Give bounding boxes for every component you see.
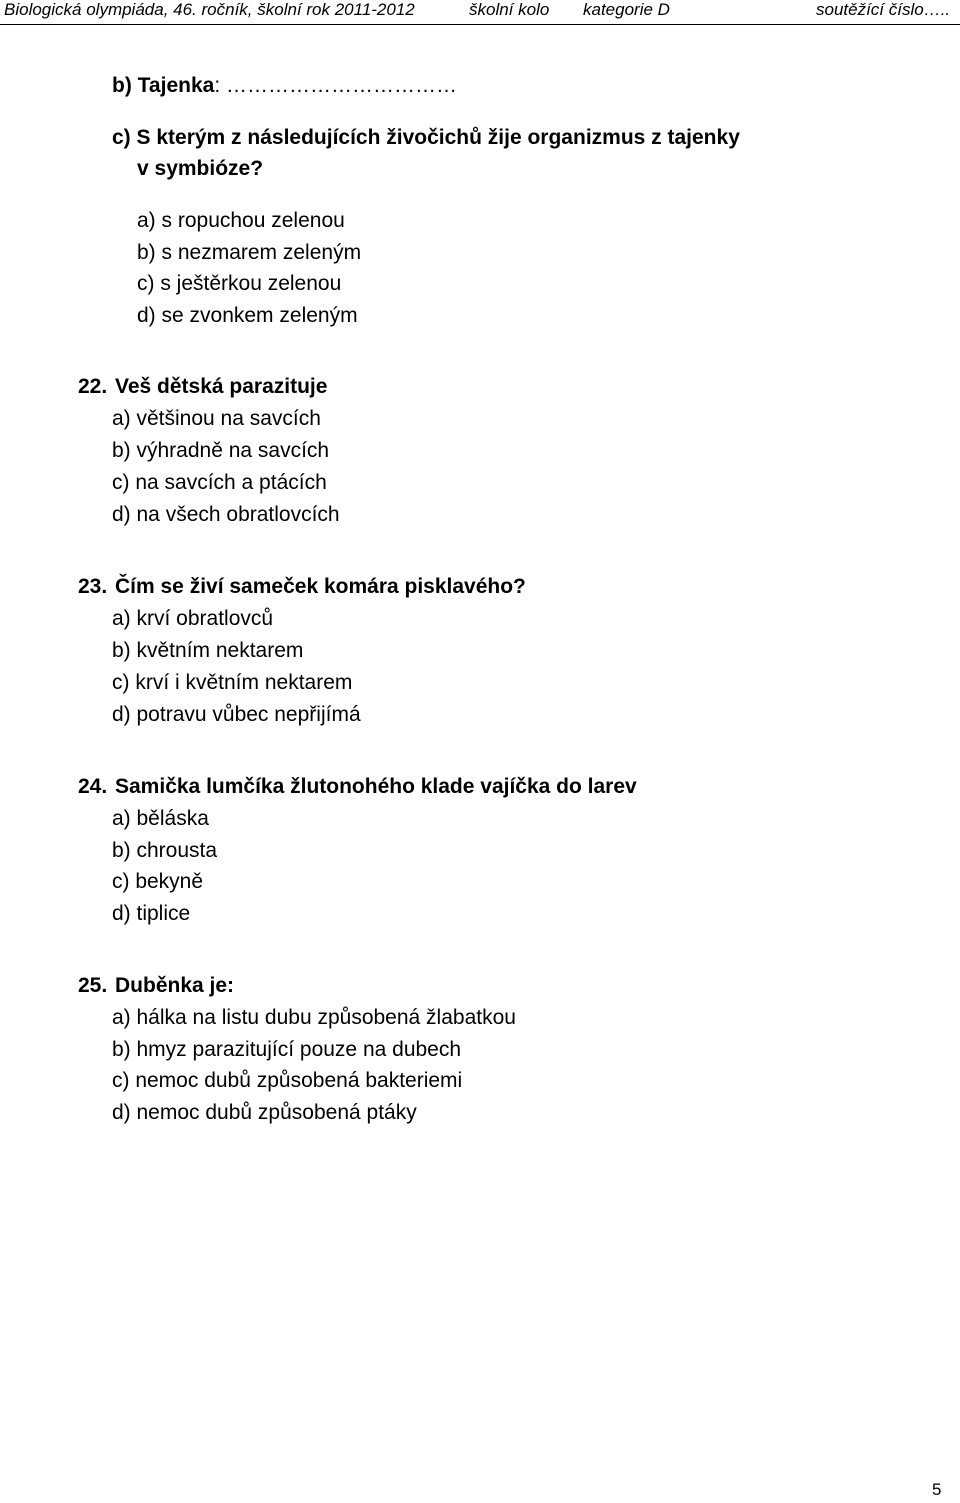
q23-number: 23.: [78, 575, 108, 598]
q21c-option-a: a) s ropuchou zelenou: [137, 209, 345, 232]
q22-number: 22.: [78, 375, 108, 398]
q23-option-c: c) krví i květním nektarem: [112, 671, 353, 694]
tajenka-blank: : ……………………………: [214, 74, 457, 97]
q22-option-a: a) většinou na savcích: [112, 407, 321, 430]
q25-option-a: a) hálka na listu dubu způsobená žlabatkou: [112, 1006, 516, 1029]
q25-option-b: b) hmyz parazitující pouze na dubech: [112, 1038, 462, 1061]
q21c-text-line1: c) S kterým z následujících živočichů žije organizmus z tajenky: [112, 126, 740, 149]
q22-option-c: c) na savcích a ptácích: [112, 471, 327, 494]
header-contestant-number: soutěžící číslo…..: [816, 0, 951, 19]
q23-option-d: d) potravu vůbec nepřijímá: [112, 703, 361, 726]
q24-option-a: a) běláska: [112, 807, 209, 830]
q21c-option-d: d) se zvonkem zeleným: [137, 304, 358, 327]
q23-option-a: a) krví obratlovců: [112, 607, 274, 630]
header-competition: Biologická olympiáda, 46. ročník, školní rok 2011-2012: [4, 0, 415, 19]
page-number: 5: [932, 1480, 942, 1499]
q22-option-d: d) na všech obratlovcích: [112, 503, 340, 526]
q21c-option-b: b) s nezmarem zeleným: [137, 241, 362, 264]
q21c-option-c: c) s ještěrkou zelenou: [137, 272, 342, 295]
header-category: kategorie D: [583, 0, 670, 19]
q24-option-d: d) tiplice: [112, 902, 191, 925]
header-rule: [0, 24, 960, 25]
q22-option-b: b) výhradně na savcích: [112, 439, 330, 462]
q24-option-b: b) chrousta: [112, 839, 218, 862]
q23-option-b: b) květním nektarem: [112, 639, 304, 662]
q24-number: 24.: [78, 775, 108, 798]
q24-text: Samička lumčíka žlutonohého klade vajíčka do larev: [115, 775, 637, 798]
q25-text: Duběnka je:: [115, 974, 235, 997]
q21c-text-line2: v symbióze?: [137, 157, 264, 180]
q23-text: Čím se živí sameček komára pisklavého?: [115, 575, 526, 598]
q22-text: Veš dětská parazituje: [115, 375, 328, 398]
q25-number: 25.: [78, 974, 108, 997]
q25-option-d: d) nemoc dubů způsobená ptáky: [112, 1101, 417, 1124]
tajenka-label: b) Tajenka: [112, 74, 215, 97]
tajenka-line: [112, 73, 457, 99]
page-header: [0, 0, 960, 24]
q25-option-c: c) nemoc dubů způsobená bakteriemi: [112, 1069, 463, 1092]
q24-option-c: c) bekyně: [112, 870, 204, 893]
header-round: školní kolo: [469, 0, 550, 19]
